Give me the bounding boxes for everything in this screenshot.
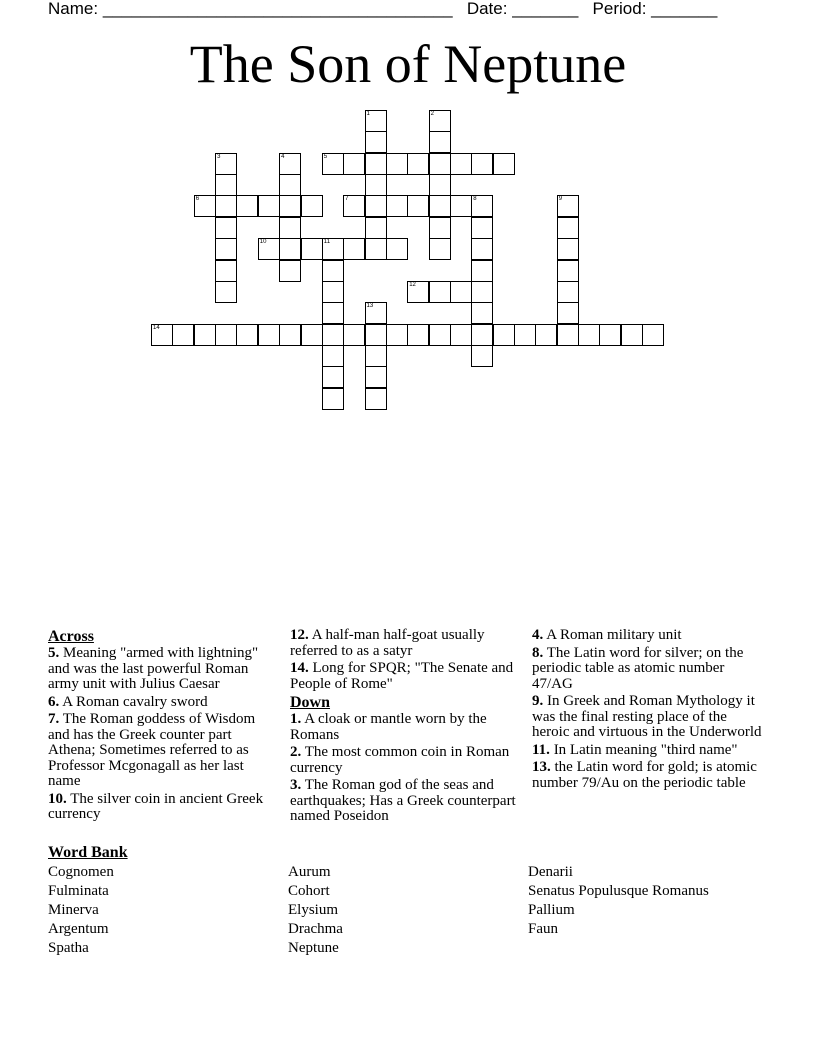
crossword-cell[interactable] <box>215 195 237 217</box>
name-label: Name: <box>48 0 99 18</box>
crossword-cell[interactable] <box>194 195 216 217</box>
crossword-cell[interactable] <box>343 153 365 175</box>
word-bank-item: Faun <box>528 921 558 937</box>
crossword-cell[interactable] <box>279 238 301 260</box>
crossword-cell[interactable] <box>642 324 664 346</box>
clue-number: 11 <box>323 239 331 246</box>
crossword-cell[interactable] <box>599 324 621 346</box>
crossword-cell[interactable] <box>258 195 280 217</box>
crossword-cell[interactable] <box>407 281 429 303</box>
word-bank-item: Neptune <box>288 940 339 956</box>
crossword-cell[interactable] <box>407 195 429 217</box>
crossword-cell[interactable] <box>365 110 387 132</box>
word-bank-item: Argentum <box>48 921 109 937</box>
crossword-cell[interactable] <box>429 110 451 132</box>
word-bank-column-1 <box>48 863 114 958</box>
crossword-cell[interactable] <box>386 153 408 175</box>
period-line[interactable]: _______ <box>651 0 718 18</box>
word-bank-item: Minerva <box>48 902 99 918</box>
crossword-cell[interactable] <box>471 324 493 346</box>
crossword-cell[interactable] <box>429 238 451 260</box>
clue-number: 12 <box>409 281 416 288</box>
across-clue-10: 10. The silver coin in ancient Greek currency <box>48 790 264 822</box>
crossword-cell[interactable] <box>215 281 237 303</box>
crossword-cell[interactable] <box>429 131 451 153</box>
crossword-cell[interactable] <box>429 324 451 346</box>
crossword-cell[interactable] <box>279 324 301 346</box>
clue-number: 8 <box>473 196 477 203</box>
across-clue-7: 7. The Roman goddess of Wisdom and has the Greek counter part Athena; Sometimes referred to as Professor Mcgonagall as her last name <box>48 711 256 789</box>
date-label: Date: <box>466 0 508 18</box>
crossword-cell[interactable] <box>471 345 493 367</box>
crossword-cell[interactable] <box>279 153 301 175</box>
word-bank-item: Cohort <box>288 883 330 899</box>
crossword-cell[interactable] <box>365 302 387 324</box>
word-bank-item: Drachma <box>288 921 343 937</box>
clue-number: 9 <box>558 196 563 203</box>
crossword-cell[interactable] <box>535 324 557 346</box>
crossword-cell[interactable] <box>557 217 579 239</box>
crossword-cell[interactable] <box>471 238 493 260</box>
crossword-cell[interactable] <box>279 195 301 217</box>
across-clue-6: 6. A Roman cavalry sword <box>48 693 208 710</box>
crossword-cell[interactable] <box>429 217 451 239</box>
crossword-cell[interactable] <box>258 324 280 346</box>
down-clue-13: 13. the Latin word for gold; is atomic number 79/Au on the periodic table <box>532 759 757 791</box>
crossword-cell[interactable] <box>365 174 387 196</box>
crossword-cell[interactable] <box>301 195 323 217</box>
crossword-cell[interactable] <box>429 153 451 175</box>
word-bank-column-2 <box>288 863 343 958</box>
word-bank-item: Cognomen <box>48 864 114 880</box>
clue-number: 6 <box>195 196 200 203</box>
down-clue-8: 8. The Latin word for silver; on the periodic table as atomic number 47/AG <box>532 644 744 692</box>
word-bank-item: Elysium <box>288 902 339 918</box>
crossword-cell[interactable] <box>236 195 258 217</box>
down-clue-4: 4. A Roman military unit <box>532 627 682 643</box>
crossword-cell[interactable] <box>365 217 387 239</box>
crossword-cell[interactable] <box>172 324 194 346</box>
crossword-cell[interactable] <box>386 324 408 346</box>
crossword-cell[interactable] <box>471 195 493 217</box>
crossword-cell[interactable] <box>215 238 237 260</box>
down-clue-3: 3. The Roman god of the seas and earthquakes; Has a Greek counterpart named Poseidon <box>290 777 516 824</box>
clue-number: 4 <box>281 153 285 160</box>
crossword-cell[interactable] <box>279 217 301 239</box>
crossword-cell[interactable] <box>471 260 493 282</box>
crossword-cell[interactable] <box>429 281 451 303</box>
crossword-cell[interactable] <box>557 281 579 303</box>
clue-number: 3 <box>217 153 221 160</box>
clue-number: 5 <box>323 153 328 160</box>
crossword-cell[interactable] <box>322 324 344 346</box>
crossword-cell[interactable] <box>279 174 301 196</box>
crossword-cell[interactable] <box>258 238 280 260</box>
down-clue-9: 9. In Greek and Roman Mythology it was the final resting place of the heroic and virtuous in the Underworld <box>532 693 762 740</box>
word-bank-item: Aurum <box>288 864 331 880</box>
crossword-cell[interactable] <box>557 324 579 346</box>
crossword-cell[interactable] <box>343 195 365 217</box>
crossword-cell[interactable] <box>301 324 323 346</box>
name-line[interactable]: _____________________________________ <box>102 0 453 18</box>
crossword-cell[interactable] <box>151 324 173 346</box>
crossword-cell[interactable] <box>322 153 344 175</box>
crossword-cell[interactable] <box>365 153 387 175</box>
crossword-cell[interactable] <box>450 281 472 303</box>
crossword-cell[interactable] <box>215 260 237 282</box>
crossword-cell[interactable] <box>471 217 493 239</box>
across-clue-14: 14. Long for SPQR; "The Senate and People of Rome" <box>290 660 514 692</box>
crossword-cell[interactable] <box>365 131 387 153</box>
crossword-cell[interactable] <box>557 302 579 324</box>
crossword-cell[interactable] <box>493 153 515 175</box>
crossword-cell[interactable] <box>215 324 237 346</box>
clue-number: 2 <box>430 111 434 117</box>
crossword-cell[interactable] <box>450 153 472 175</box>
word-bank-item: Pallium <box>528 902 575 918</box>
clues-column-3 <box>532 628 764 793</box>
down-clue-2: 2. The most common coin in Roman currency <box>290 744 510 776</box>
crossword-cell[interactable] <box>471 153 493 175</box>
period-label: Period: <box>592 0 647 18</box>
crossword-cell[interactable] <box>236 324 258 346</box>
clue-number: 10 <box>259 239 267 246</box>
crossword-cell[interactable] <box>557 260 579 282</box>
crossword-cell[interactable] <box>343 238 365 260</box>
crossword-cell[interactable] <box>322 238 344 260</box>
crossword-cell[interactable] <box>557 238 579 260</box>
crossword-cell[interactable] <box>407 324 429 346</box>
crossword-cell[interactable] <box>365 195 387 217</box>
crossword-cell[interactable] <box>429 174 451 196</box>
across-clue-5: 5. Meaning "armed with lightning" and was the last powerful Roman army unit with Julius Caesar <box>48 645 259 692</box>
crossword-cell[interactable] <box>407 153 429 175</box>
word-bank-item: Fulminata <box>48 883 109 899</box>
crossword-cell[interactable] <box>322 260 344 282</box>
crossword-cell[interactable] <box>215 217 237 239</box>
crossword-cell[interactable] <box>322 388 344 410</box>
word-bank-item: Spatha <box>48 940 89 956</box>
crossword-cell[interactable] <box>365 366 387 388</box>
word-bank-item: Denarii <box>528 864 573 880</box>
word-bank-column-3 <box>528 863 709 939</box>
clues-column-1 <box>48 628 280 825</box>
word-bank-item: Senatus Populusque Romanus <box>528 883 709 899</box>
crossword-cell[interactable] <box>429 195 451 217</box>
word-bank-heading: Word Bank <box>48 844 128 861</box>
down-clue-1: 1. A cloak or mantle worn by the Romans <box>290 711 487 743</box>
crossword-cell[interactable] <box>365 324 387 346</box>
crossword-cell[interactable] <box>322 281 344 303</box>
crossword-cell[interactable] <box>215 153 237 175</box>
down-clue-11: 11. In Latin meaning "third name" <box>532 741 738 758</box>
clues-column-2 <box>290 628 522 827</box>
crossword-cell[interactable] <box>322 302 344 324</box>
clue-number: 13 <box>366 303 374 310</box>
crossword-cell[interactable] <box>365 345 387 367</box>
crossword-cell[interactable] <box>450 195 472 217</box>
clue-number: 1 <box>366 111 370 117</box>
down-heading: Down <box>290 694 331 711</box>
across-clue-12: 12. A half-man half-goat usually referred to as a satyr <box>290 627 485 659</box>
crossword-cell[interactable] <box>386 238 408 260</box>
across-heading: Across <box>48 628 94 645</box>
crossword-cell[interactable] <box>514 324 536 346</box>
crossword-cell[interactable] <box>557 195 579 217</box>
crossword-cell[interactable] <box>471 281 493 303</box>
clue-number: 14 <box>153 324 160 331</box>
crossword-cell[interactable] <box>322 366 344 388</box>
crossword-cell[interactable] <box>386 195 408 217</box>
crossword-cell[interactable] <box>279 260 301 282</box>
crossword-cell[interactable] <box>578 324 600 346</box>
crossword-cell[interactable] <box>621 324 643 346</box>
page-title: The Son of Neptune <box>189 34 627 94</box>
crossword-grid <box>0 0 816 420</box>
date-line[interactable]: _______ <box>512 0 579 18</box>
crossword-cell[interactable] <box>365 388 387 410</box>
crossword-cell[interactable] <box>450 324 472 346</box>
crossword-cell[interactable] <box>322 345 344 367</box>
clue-number: 7 <box>345 196 349 203</box>
crossword-cell[interactable] <box>215 174 237 196</box>
crossword-cell[interactable] <box>471 302 493 324</box>
crossword-cell[interactable] <box>194 324 216 346</box>
crossword-cell[interactable] <box>301 238 323 260</box>
crossword-cell[interactable] <box>365 238 387 260</box>
crossword-cell[interactable] <box>343 324 365 346</box>
crossword-cell[interactable] <box>493 324 515 346</box>
